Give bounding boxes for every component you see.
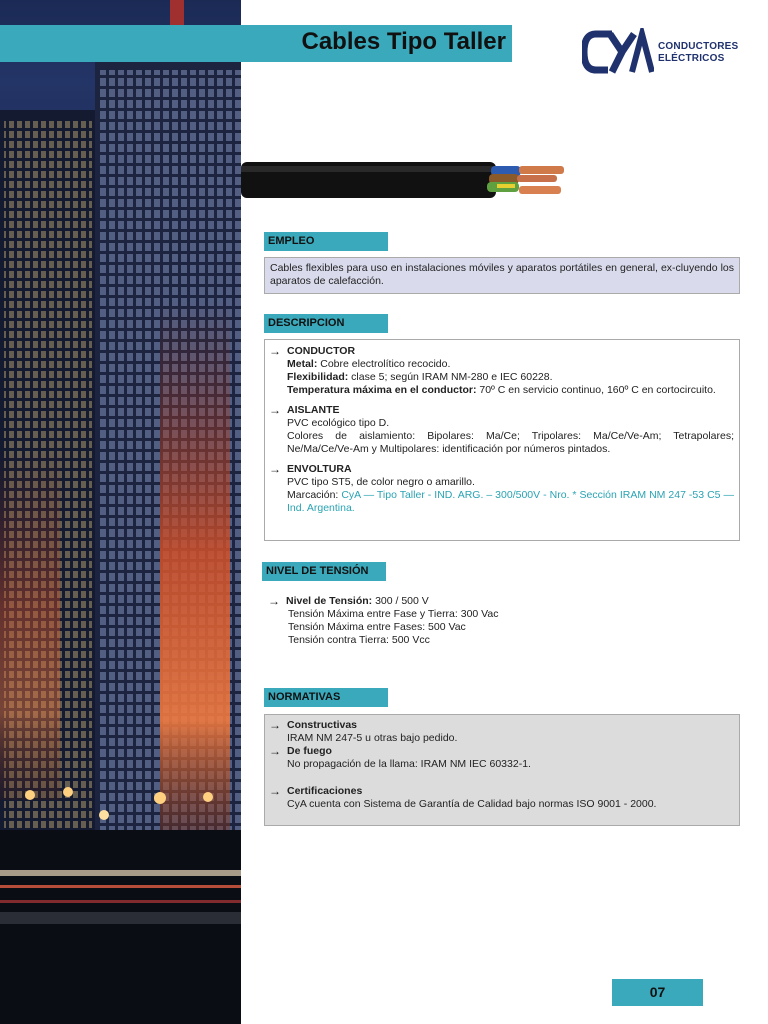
aislante-block [265,404,734,456]
fuego-text: No propagación de la llama: IRAM NM IEC 60332-1. [287,758,531,770]
section-heading-normativas: NORMATIVAS [264,688,388,707]
fuego-title: De fuego [287,745,332,757]
arrow-icon: → [269,744,281,758]
constructivas-text: IRAM NM 247-5 u otras bajo pedido. [287,732,458,744]
certificaciones-text: CyA cuenta con Sistema de Garantía de Calidad bajo normas ISO 9001 - 2000. [287,798,657,810]
arrow-icon: → [269,462,281,476]
section-heading-tension: NIVEL DE TENSIÓN [262,562,386,581]
aislante-title: AISLANTE [287,404,340,416]
logo-line-1: CONDUCTORES [658,41,739,52]
logo-text [658,41,738,65]
arrow-icon: → [269,718,281,732]
constructivas-block [265,719,734,745]
page-number: 07 [612,979,703,1006]
conductor-metal: Metal: Cobre electrolítico recocido. [287,358,451,370]
page-title: Cables Tipo Taller [301,28,506,55]
aislante-line-1: PVC ecológico tipo D. [287,417,390,429]
tension-nivel: Nivel de Tensión: 300 / 500 V [286,595,429,607]
arrow-icon: → [269,344,281,358]
envoltura-marking: Marcación: CyA — Tipo Taller - IND. ARG. – 300/500V - Nro. * Sección IRAM NM 247 -53 C5 — Ind. Argentina. [287,489,734,514]
tension-line-2: Tensión Máxima entre Fases: 500 Vac [288,621,466,633]
conductor-block [265,345,734,397]
cable-image [241,150,571,220]
envoltura-block [265,463,734,515]
conductor-temperatura: Temperatura máxima en el conductor: 70º C en servicio continuo, 160º C en cortocircuito. [287,384,716,396]
cya-logo [582,28,742,76]
arrow-icon: → [269,784,281,798]
normativas-box [264,714,740,826]
certificaciones-title: Certificaciones [287,785,363,797]
descripcion-box [264,339,740,541]
arrow-icon: → [268,594,280,608]
arrow-icon: → [269,403,281,417]
tension-block [264,595,740,647]
empleo-text: Cables flexibles para uso en instalaciones móviles y aparatos portátiles en general, ex-cluyendo los aparatos de calefacción. [270,262,734,287]
envoltura-line-1: PVC tipo ST5, de color negro o amarillo. [287,476,475,488]
envoltura-title: ENVOLTURA [287,463,352,475]
cya-logo-mark [582,28,654,76]
tension-line-3: Tensión contra Tierra: 500 Vcc [288,634,430,646]
conductor-flexibilidad: Flexibilidad: clase 5; según IRAM NM-280 e IEC 60228. [287,371,553,383]
title-bar [0,25,512,62]
section-heading-descripcion: DESCRIPCION [264,314,388,333]
logo-line-2: ELÉCTRICOS [658,53,725,64]
tension-item [264,595,740,647]
empleo-box [264,257,740,294]
city-skyline-photo [0,0,241,1024]
tension-line-1: Tensión Máxima entre Fase y Tierra: 300 Vac [288,608,499,620]
fuego-block [265,745,734,771]
section-heading-empleo: EMPLEO [264,232,388,251]
aislante-line-2: Colores de aislamiento: Bipolares: Ma/Ce; Tripolares: Ma/Ce/Ve-Am; Tetrapolares; Ne/Ma/Ce/Ve-Am y Multipolares: identificación por números pintados. [287,430,734,455]
certificaciones-block [265,785,734,811]
constructivas-title: Constructivas [287,719,358,731]
conductor-title: CONDUCTOR [287,345,356,357]
